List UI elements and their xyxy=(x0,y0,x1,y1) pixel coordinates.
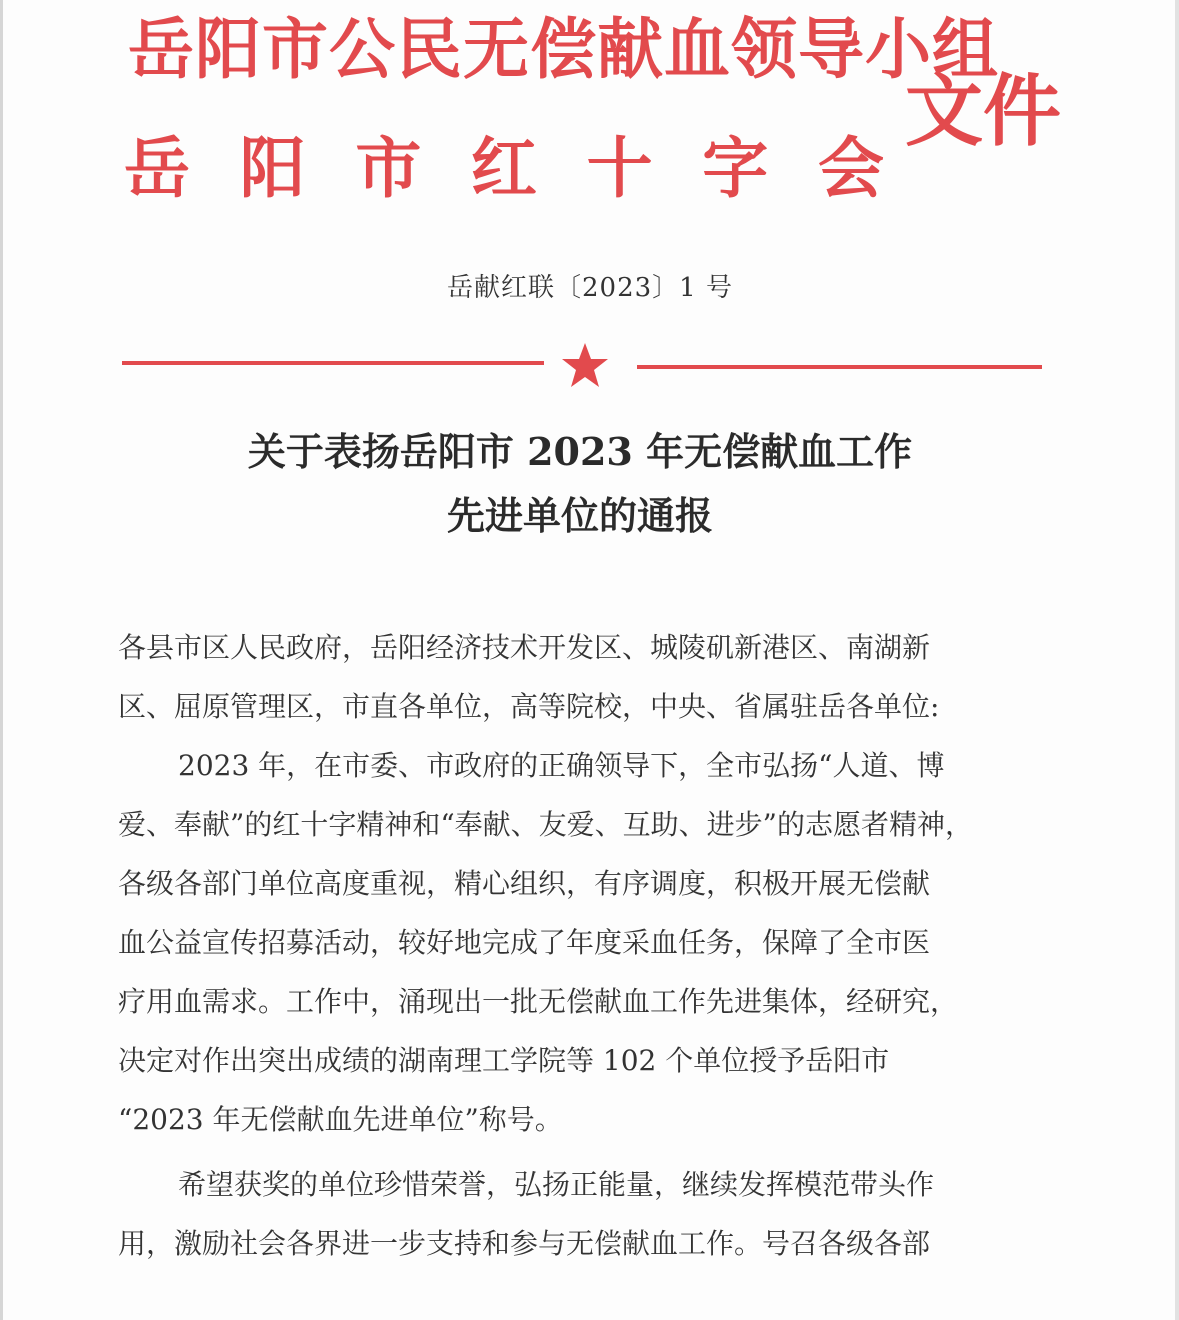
header-issuer-2-char: 阳 xyxy=(239,129,306,207)
paragraph-line: 各级各部门单位高度重视，精心组织，有序调度，积极开展无偿献 xyxy=(118,867,931,900)
paragraph-line: 血公益宣传招募活动，较好地完成了年度采血任务，保障了全市医 xyxy=(118,926,931,959)
header-issuer-2-char: 岳 xyxy=(124,129,190,207)
header-issuer-2-char: 会 xyxy=(817,129,884,207)
header-issuer-1: 岳阳市公民无偿献血领导小组 xyxy=(128,10,999,88)
paragraph-line: 希望获奖的单位珍惜荣誉，弘扬正能量，继续发挥模范带头作 xyxy=(178,1168,935,1201)
document-number: 岳献红联〔2023〕1 号 xyxy=(447,273,733,303)
scan-edge-left xyxy=(0,0,3,1320)
red-star-icon xyxy=(560,340,610,390)
paragraph-line: “2023 年无偿献血先进单位”称号。 xyxy=(118,1103,563,1136)
header-issuer-2-char: 市 xyxy=(355,129,422,207)
paragraph-line: 爱、奉献”的红十字精神和“奉献、友爱、互助、进步”的志愿者精神， xyxy=(118,808,973,841)
paragraph-line: 2023 年，在市委、市政府的正确领导下，全市弘扬“人道、博 xyxy=(178,749,945,782)
header-issuer-2-char: 红 xyxy=(470,129,537,207)
header-issuer-2 xyxy=(124,128,884,208)
paragraph-line: 决定对作出突出成绩的湖南理工学院等 102 个单位授予岳阳市 xyxy=(118,1044,890,1077)
document-title xyxy=(160,420,1000,548)
red-divider-left xyxy=(122,361,544,365)
red-divider-right xyxy=(637,365,1042,369)
addressee-line: 各县市区人民政府，岳阳经济技术开发区、城陵矶新港区、南湖新 xyxy=(118,631,931,664)
paragraph-line: 疗用血需求。工作中，涌现出一批无偿献血工作先进集体，经研究， xyxy=(118,985,959,1018)
header-issuer-2-char: 十 xyxy=(586,129,653,207)
document-title-line: 先进单位的通报 xyxy=(446,493,713,538)
document-body xyxy=(118,618,1033,1273)
addressee-line: 区、屈原管理区，市直各单位，高等院校，中央、省属驻岳各单位: xyxy=(118,690,940,723)
paragraph-line: 用，激励社会各界进一步支持和参与无偿献血工作。号召各级各部 xyxy=(118,1227,931,1260)
scan-edge-right xyxy=(1175,0,1179,1320)
header-issuer-2-char: 字 xyxy=(702,129,769,207)
header-document-suffix: 文件 xyxy=(905,66,1062,157)
document-title-line: 关于表扬岳阳市 2023 年无偿献血工作 xyxy=(247,429,913,474)
